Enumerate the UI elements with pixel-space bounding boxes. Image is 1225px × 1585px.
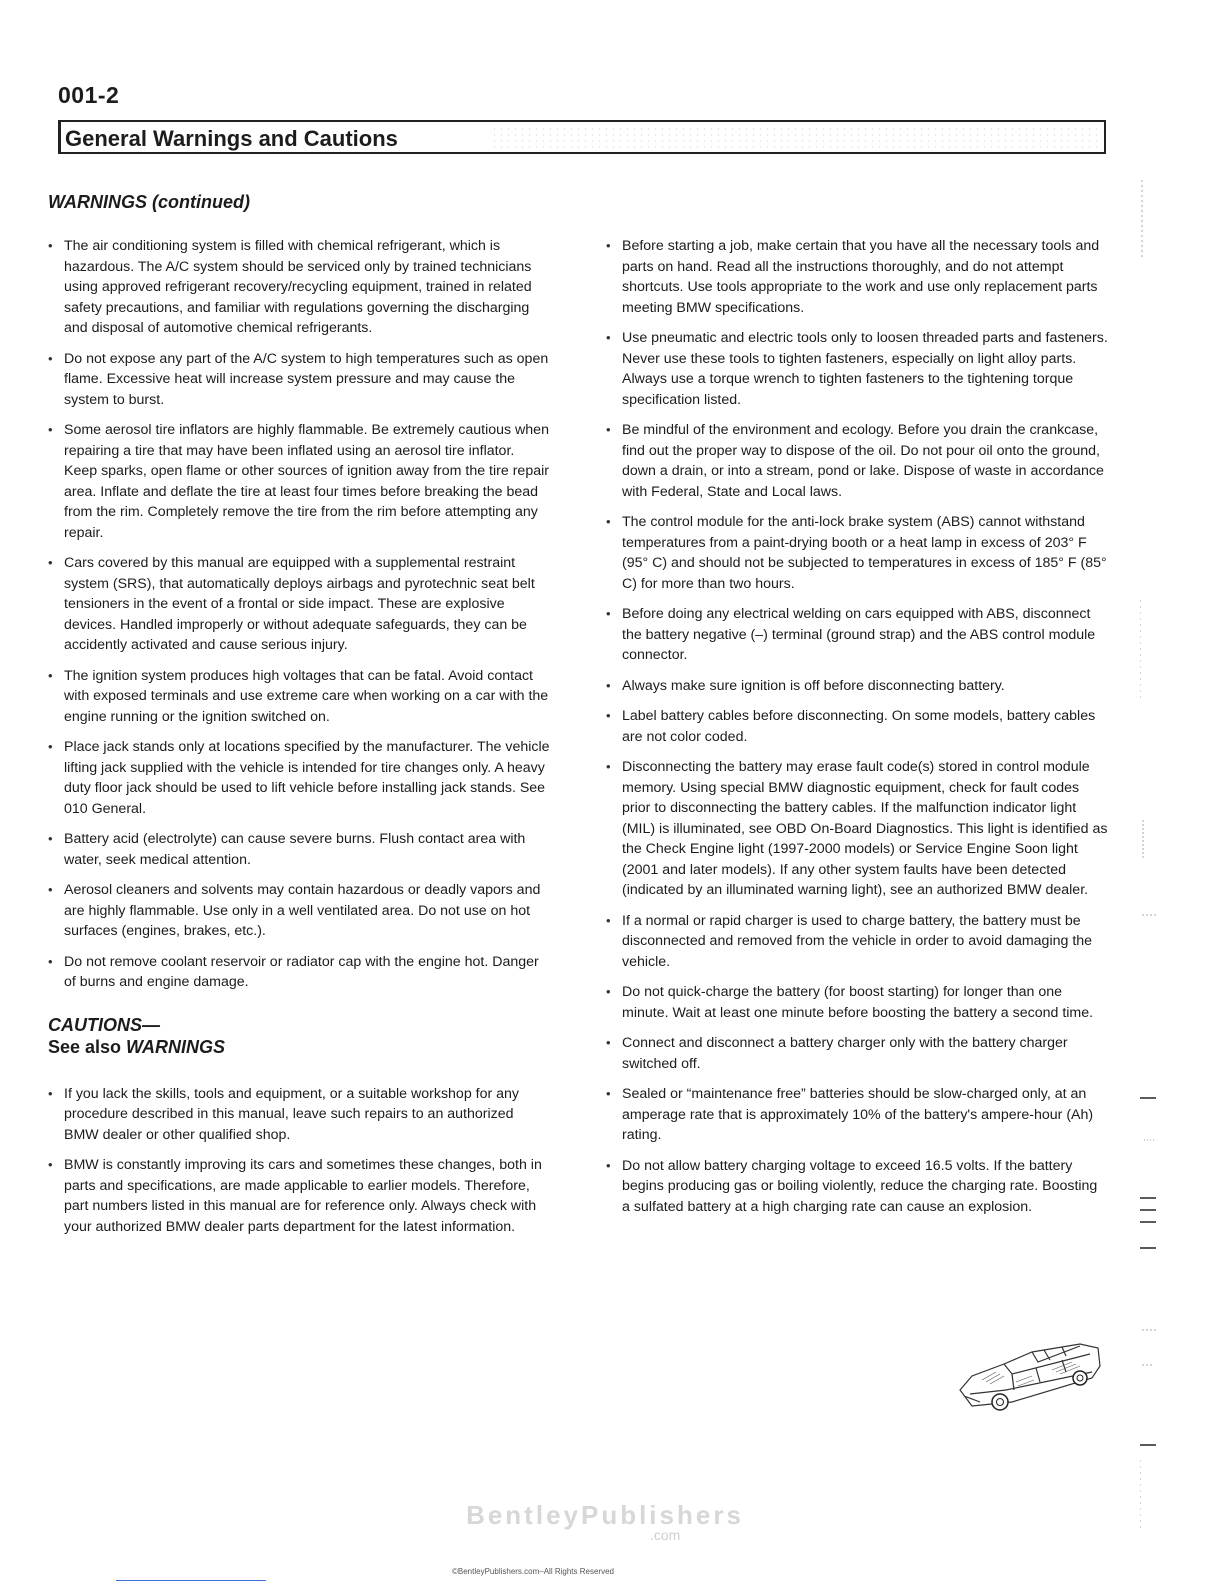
warning-bullet: • Always make sure ignition is off before disconnecting battery.	[604, 676, 1109, 697]
caution-bullet: • If you lack the skills, tools and equipment, or a suitable workshop for any procedure described in this manual, leave such repairs to an authorized BMW dealer or other qualified shop.	[46, 1084, 551, 1146]
warning-bullet: • Before starting a job, make certain that you have all the necessary tools and parts on hand. Read all the instructions thoroughly, and do not attempt shortcuts. Use tools appropriate to the work and use only replacement parts meeting BMW specifications.	[604, 236, 1109, 318]
page-number: 001-2	[58, 82, 120, 108]
warning-bullet: • Do not expose any part of the A/C system to high temperatures such as open flame. Excessive heat will increase system pressure and may cause the system to burst.	[46, 349, 551, 411]
warning-bullet: • Do not remove coolant reservoir or radiator cap with the engine hot. Danger of burns and engine damage.	[46, 952, 551, 993]
bmw-wagon-illustration	[952, 1332, 1102, 1422]
see-also-ref: WARNINGS	[126, 1037, 226, 1057]
warning-bullet: • The control module for the anti-lock brake system (ABS) cannot withstand temperatures from a paint-drying booth or a heat lamp in excess of 203° F (95° C) and should not be subjected to temperatures in excess of 185° F (85° C) for more than two hours.	[604, 512, 1109, 594]
right-column	[604, 236, 1109, 1227]
section-title: General Warnings and Cautions	[65, 126, 398, 151]
section-title-box	[58, 120, 1106, 154]
caution-bullet: • BMW is constantly improving its cars and sometimes these changes, both in parts and specifications, are made applicable to earlier models. Therefore, part numbers listed in this manual are for reference only. Always check with your authorized BMW dealer parts department for the latest information.	[46, 1155, 551, 1237]
warning-bullet: • Battery acid (electrolyte) can cause severe burns. Flush contact area with water, seek medical attention.	[46, 829, 551, 870]
footer-copyright: ©BentleyPublishers.com–All Rights Reserved	[452, 1567, 614, 1576]
title-box-texture	[491, 126, 1098, 148]
warning-bullet: • Aerosol cleaners and solvents may contain hazardous or deadly vapors and are highly flammable. Use only in a well ventilated area. Do not use on hot surfaces (engines, brakes, etc.).	[46, 880, 551, 942]
warning-bullet: • Do not quick-charge the battery (for boost starting) for longer than one minute. Wait at least one minute before boosting the battery a second time.	[604, 982, 1109, 1023]
warning-bullet: • The air conditioning system is filled with chemical refrigerant, which is hazardous. The A/C system should be serviced only by trained technicians using approved refrigerant recovery/recycling equipment, trained in related safety precautions, and familiar with regulations governing the discharging and disposal of automotive chemical refrigerants.	[46, 236, 551, 339]
cautions-heading: CAUTIONS—	[48, 1014, 160, 1035]
warning-bullet: • Place jack stands only at locations specified by the manufacturer. The vehicle lifting jack supplied with the vehicle is intended for tire changes only. A heavy duty floor jack should be used to lift vehicle before installing jack stands. See 010 General.	[46, 737, 551, 819]
warning-bullet: • Be mindful of the environment and ecology. Before you drain the crankcase, find out the proper way to dispose of the oil. Do not pour oil onto the ground, down a drain, or into a stream, pond or lake. Dispose of waste in accordance with Federal, State and Local laws.	[604, 420, 1109, 502]
warning-bullet: • Connect and disconnect a battery charger only with the battery charger switched off.	[604, 1033, 1109, 1074]
warning-bullet: • Disconnecting the battery may erase fault code(s) stored in control module memory. Using special BMW diagnostic equipment, check for fault codes prior to disconnecting the battery cables. If the malfunction indicator light (MIL) is illuminated, see OBD On-Board Diagnostics. This light is identified as the Check Engine light (1997-2000 models) or Service Engine Soon light (2001 and later models). If any other system faults have been detected (indicated by an illuminated warning light), see an authorized BMW dealer.	[604, 757, 1109, 901]
warnings-heading: WARNINGS (continued)	[48, 192, 250, 212]
see-also-prefix: See also	[48, 1037, 127, 1057]
left-column	[46, 236, 551, 1247]
warning-bullet: • Sealed or “maintenance free” batteries should be slow-charged only, at an amperage rate that is approximately 10% of the battery's ampere-hour (Ah) rating.	[604, 1084, 1109, 1146]
see-also-line	[48, 1037, 551, 1058]
warning-bullet: • Before doing any electrical welding on cars equipped with ABS, disconnect the battery negative (–) terminal (ground strap) and the ABS control module connector.	[604, 604, 1109, 666]
warning-bullet: • Some aerosol tire inflators are highly flammable. Be extremely cautious when repairing a tire that may have been inflated using an aerosol tire inflator. Keep sparks, open flame or other sources of ignition away from the tire repair area. Inflate and deflate the tire at least four times before breaking the bead from the rim. Completely remove the tire from the rim before attempting any repair.	[46, 420, 551, 543]
warning-bullet: • Use pneumatic and electric tools only to loosen threaded parts and fasteners. Never use these tools to tighten fasteners, especially on light alloy parts. Always use a torque wrench to tighten fasteners to the tightening torque specification listed.	[604, 328, 1109, 410]
warning-bullet: • Cars covered by this manual are equipped with a supplemental restraint system (SRS), that automatically deploys airbags and pyrotechnic seat belt tensioners in the event of a frontal or side impact. These are explosive devices. Handled improperly or without adequate safeguards, they can be accidently activated and cause serious injury.	[46, 553, 551, 656]
warning-bullet: • Label battery cables before disconnecting. On some models, battery cables are not color coded.	[604, 706, 1109, 747]
bottom-link-underline[interactable]	[116, 1580, 266, 1581]
warning-bullet: • If a normal or rapid charger is used to charge battery, the battery must be disconnected and removed from the vehicle in order to avoid damaging the vehicle.	[604, 911, 1109, 973]
footer-logo: BentleyPublishers	[466, 1500, 744, 1530]
warning-bullet: • Do not allow battery charging voltage to exceed 16.5 volts. If the battery begins producing gas or boiling violently, reduce the charging rate. Boosting a sulfated battery at a high charging rate can cause an explosion.	[604, 1156, 1109, 1218]
warning-bullet: • The ignition system produces high voltages that can be fatal. Avoid contact with exposed terminals and use extreme care when working on a car with the engine running or the ignition switched on.	[46, 666, 551, 728]
footer-logo-domain: .com	[650, 1527, 681, 1543]
page-edge-marks	[1140, 0, 1160, 1585]
